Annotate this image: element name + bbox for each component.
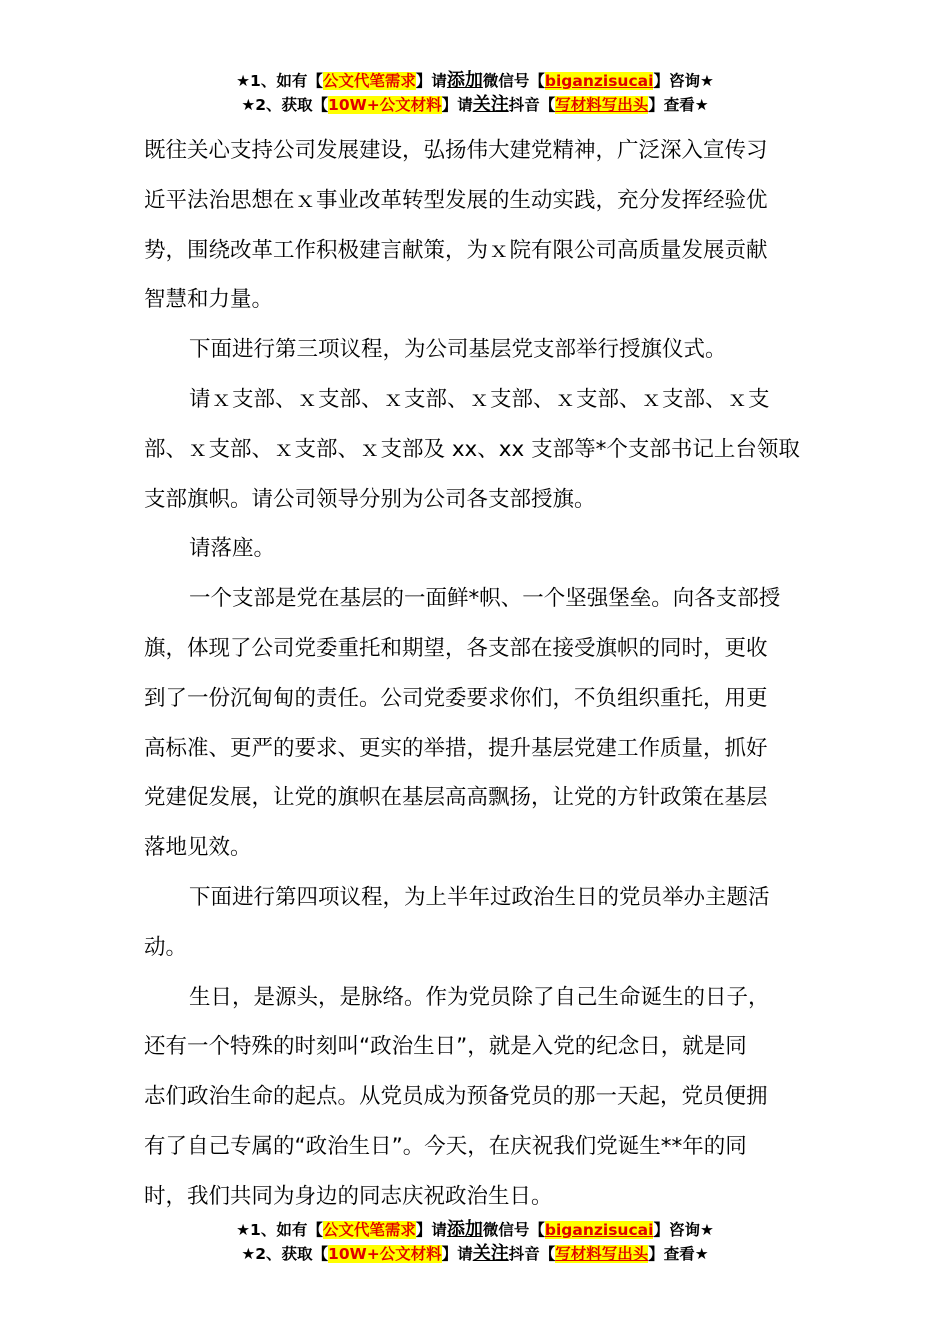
banner-text: ★1、如有【 bbox=[236, 72, 323, 90]
banner-line-2 bbox=[0, 93, 950, 117]
paragraph-line: 旗，体现了公司党委重托和期望，各支部在接受旗帜的同时，更收 bbox=[144, 635, 768, 661]
paragraph-line: 下面进行第三项议程，为公司基层党支部举行授旗仪式。 bbox=[189, 337, 727, 363]
paragraph-line: 既往关心支持公司发展建设，弘扬伟大建党精神，广泛深入宣传习 bbox=[144, 138, 768, 163]
banner-emphasis: 关注 bbox=[472, 1243, 509, 1264]
paragraph-line: 下面进行第四项议程，为上半年过政治生日的党员举办主题活 bbox=[189, 884, 770, 910]
banner-douyin-name: 写材料写出头 bbox=[555, 1245, 649, 1263]
banner-text: 抖音【 bbox=[508, 1245, 556, 1263]
banner-text: 】咨询★ bbox=[653, 72, 714, 90]
paragraph-line: 请ｘ支部、ｘ支部、ｘ支部、ｘ支部、ｘ支部、ｘ支部、ｘ支 bbox=[189, 386, 770, 412]
paragraph-line: 智慧和力量。 bbox=[144, 287, 274, 313]
banner-wechat-id: biganzisucai bbox=[544, 72, 654, 90]
paragraph-line: 志们政治生命的起点。从党员成为预备党员的那一天起，党员便拥 bbox=[144, 1084, 768, 1110]
banner-text: ★1、如有【 bbox=[236, 1221, 323, 1239]
banner-douyin-name: 写材料写出头 bbox=[555, 96, 649, 114]
paragraph-line: 还有一个特殊的时刻叫“政治生日”，就是入党的纪念日，就是同 bbox=[144, 1034, 747, 1060]
banner-text: 微信号【 bbox=[482, 72, 545, 90]
paragraph-line: 一个支部是党在基层的一面鲜*帜、一个坚强堡垒。向各支部授 bbox=[189, 586, 781, 612]
banner-highlight: 公文代笔需求 bbox=[322, 72, 416, 90]
paragraph bbox=[144, 973, 824, 1222]
banner-emphasis: 添加 bbox=[446, 1219, 483, 1240]
paragraph-line: 高标准、更严的要求、更实的举措，提升基层党建工作质量，抓好 bbox=[144, 735, 768, 761]
footer-banner bbox=[0, 1218, 950, 1266]
paragraph-line: 动。 bbox=[144, 934, 188, 960]
banner-text: 】请 bbox=[415, 1221, 447, 1239]
paragraph bbox=[144, 873, 824, 973]
paragraph bbox=[144, 126, 824, 325]
paragraph-line: 势，围绕改革工作积极建言献策，为ｘ院有限公司高质量发展贡献 bbox=[144, 237, 768, 263]
paragraph-line: 时，我们共同为身边的同志庆祝政治生日。 bbox=[144, 1183, 553, 1209]
paragraph-line: 近平法治思想在ｘ事业改革转型发展的生动实践，充分发挥经验优 bbox=[144, 187, 768, 213]
banner-emphasis: 关注 bbox=[472, 94, 509, 115]
header-banner bbox=[0, 69, 950, 117]
banner-text: 抖音【 bbox=[508, 96, 556, 114]
paragraph-line: 到了一份沉甸甸的责任。公司党委要求你们，不负组织重托，用更 bbox=[144, 685, 768, 711]
banner-text: 】请 bbox=[441, 1245, 473, 1263]
paragraph bbox=[144, 574, 824, 873]
paragraph-line: 有了自己专属的“政治生日”。今天，在庆祝我们党诞生**年的同 bbox=[144, 1133, 747, 1159]
banner-wechat-id: biganzisucai bbox=[544, 1221, 654, 1239]
banner-highlight: 10W+公文材料 bbox=[328, 1245, 442, 1263]
banner-line-2 bbox=[0, 1242, 950, 1266]
banner-highlight: 10W+公文材料 bbox=[328, 96, 442, 114]
paragraph-line: 生日，是源头，是脉络。作为党员除了自己生命诞生的日子， bbox=[189, 984, 770, 1010]
paragraph bbox=[144, 325, 824, 375]
banner-text: 】请 bbox=[441, 96, 473, 114]
banner-text: 】请 bbox=[415, 72, 447, 90]
paragraph-line: 支部旗帜。请公司领导分别为公司各支部授旗。 bbox=[144, 486, 596, 512]
paragraph-line: 部、ｘ支部、ｘ支部、ｘ支部及 xx、xx 支部等*个支部书记上台领取 bbox=[144, 436, 800, 462]
banner-text: ★2、获取【 bbox=[241, 1245, 329, 1263]
banner-text: 】咨询★ bbox=[653, 1221, 714, 1239]
document-body bbox=[144, 126, 824, 1222]
paragraph bbox=[144, 375, 824, 524]
banner-text: 】查看★ bbox=[648, 96, 709, 114]
paragraph bbox=[144, 524, 824, 574]
banner-highlight: 公文代笔需求 bbox=[322, 1221, 416, 1239]
banner-text: 微信号【 bbox=[482, 1221, 545, 1239]
banner-line-1 bbox=[0, 69, 950, 93]
paragraph-line: 落地见效。 bbox=[144, 835, 252, 861]
banner-emphasis: 添加 bbox=[446, 70, 483, 91]
banner-text: 】查看★ bbox=[648, 1245, 709, 1263]
banner-line-1 bbox=[0, 1218, 950, 1242]
paragraph-line: 请落座。 bbox=[189, 536, 276, 562]
banner-text: ★2、获取【 bbox=[241, 96, 329, 114]
paragraph-line: 党建促发展，让党的旗帜在基层高高飘扬，让党的方针政策在基层 bbox=[144, 785, 768, 811]
